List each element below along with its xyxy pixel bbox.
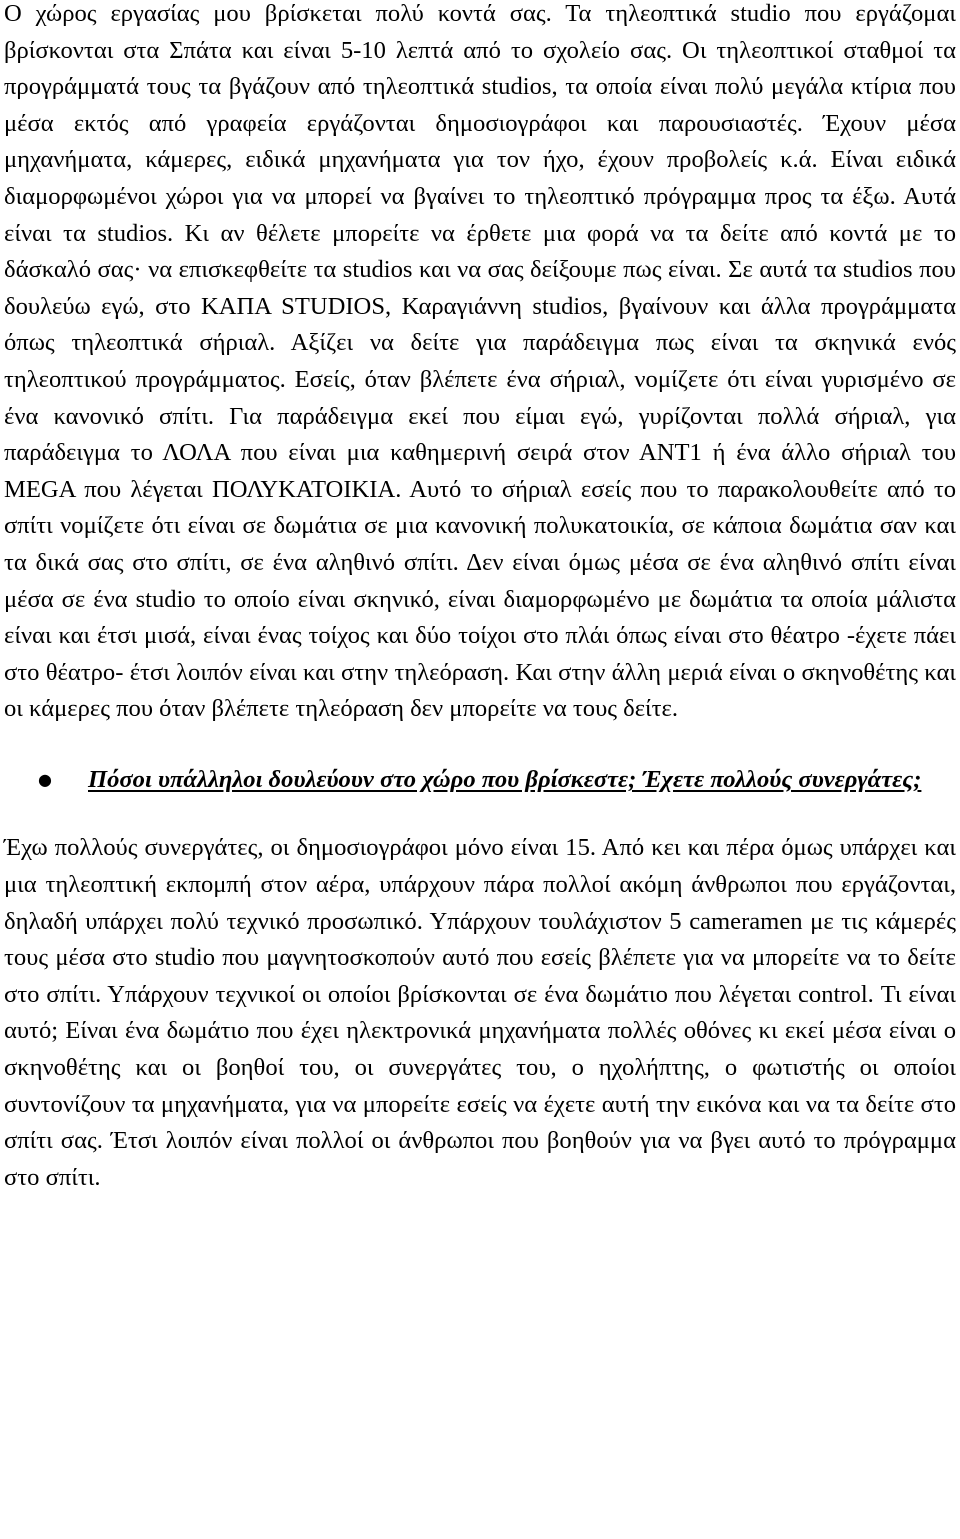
bullet-icon: ● — [38, 769, 52, 789]
paragraph-answer-colleagues: Έχω πολλούς συνεργάτες, οι δημοσιογράφοι μόνο είναι 15. Από κει και πέρα όμως υπάρχει και μια τηλεοπτική εκπομπή στον αέρα, υπάρχουν πάρα πολλοί ακόμη άνθρωποι που εργάζονται, δηλαδή υπάρχει πολύ τεχνικό προσωπικό. Υπάρχουν τουλάχιστον 5 cameramen με τις κάμερές τους μέσα στο studio που μαγνητοσκοπούν αυτό που εσείς βλέπετε για να μπορείτε να το δείτε στο σπίτι. Υπάρχουν τεχνικοί οι οποίοι βρίσκονται σε ένα δωμάτιο που λέγεται control. Τι είναι αυτό; Είναι ένα δωμάτιο που έχει ηλεκτρονικά μηχανήματα πολλές οθόνες κι εκεί μέσα είναι ο σκηνοθέτης και οι βοηθοί του, οι συνεργάτες του, ο ηχολήπτης, ο φωτιστής οι οποίοι συντονίζουν τα μηχανήματα, για να μπορείτε εσείς να έχετε αυτή την εικόνα και να τα δείτε στο σπίτι σας. Έτσι λοιπόν είναι πολλοί οι άνθρωποι που βοηθούν για να βγει αυτό το πρόγραμμα στο σπίτι. — [4, 834, 956, 1191]
paragraph-workplace-studios: Ο χώρος εργασίας μου βρίσκεται πολύ κοντά σας. Τα τηλεοπτικά studio που εργάζομαι βρίσκονται στα Σπάτα και είναι 5-10 λεπτά από το σχολείο σας. Οι τηλεοπτικοί σταθμοί τα προγράμματά τους τα βγάζουν από τηλεοπτικά studios, τα οποία είναι πολύ μεγάλα κτίρια που μέσα εκτός από γραφεία εργάζονται δημοσιογράφοι και παρουσιαστές. Έχουν μέσα μηχανήματα, κάμερες, ειδικά μηχανήματα για τον ήχο, έχουν προβολείς κ.ά. Είναι ειδικά διαμορφωμένοι χώροι για να μπορεί να βγαίνει το τηλεοπτικό πρόγραμμα προς τα έξω. Αυτά είναι τα studios. Κι αν θέλετε μπορείτε να έρθετε μια φορά να τα δείτε από κοντά με το δάσκαλό σας· να επισκεφθείτε τα studios και να σας δείξουμε πως είναι. Σε αυτά τα studios που δουλεύω εγώ, στο ΚΑΠΑ STUDIOS, Καραγιάννη studios, βγαίνουν και άλλα προγράμματα όπως τηλεοπτικά σήριαλ. Αξίζει να δείτε για παράδειγμα πως είναι τα σκηνικά ενός τηλεοπτικού προγράμματος. Εσείς, όταν βλέπετε ένα σήριαλ, νομίζετε ότι είναι γυρισμένο σε ένα κανονικό σπίτι. Για παράδειγμα εκεί που είμαι εγώ, γυρίζονται πολλά σήριαλ, για παράδειγμα το ΛΟΛΑ που είναι μια καθημερινή σειρά στον ΑΝΤ1 ή ένα άλλο σήριαλ του MEGA που λέγεται ΠΟΛΥΚΑΤΟΙΚΙΑ. Αυτό το σήριαλ εσείς που το παρακολουθείτε από το σπίτι νομίζετε ότι είναι σε δωμάτια σε μια κανονική πολυκατοικία, σε κάποια δωμάτια σαν και τα δικά σας στο σπίτι, σε ένα αληθινό σπίτι. Δεν είναι όμως μέσα σε ένα αληθινό σπίτι είναι μέσα σε ένα studio το οποίο είναι σκηνικό, είναι διαμορφωμένο με δωμάτια τα οποία μάλιστα είναι και έτσι μισά, είναι ένας τοίχος και δύο τοίχοι στο πλάι όπως είναι στο θέατρο -έχετε πάει στο θέατρο- έτσι λοιπόν είναι και στην τηλεόραση. Και στην άλλη μεριά είναι ο σκηνοθέτης και οι κάμερες που όταν βλέπετε τηλεόραση δεν μπορείτε να τους δείτε. — [4, 0, 956, 723]
question-text: Πόσοι υπάλληλοι δουλεύουν στο χώρο που βρίσκεστε; Έχετε πολλούς συνεργάτες; — [88, 765, 922, 793]
interview-question — [4, 762, 956, 799]
